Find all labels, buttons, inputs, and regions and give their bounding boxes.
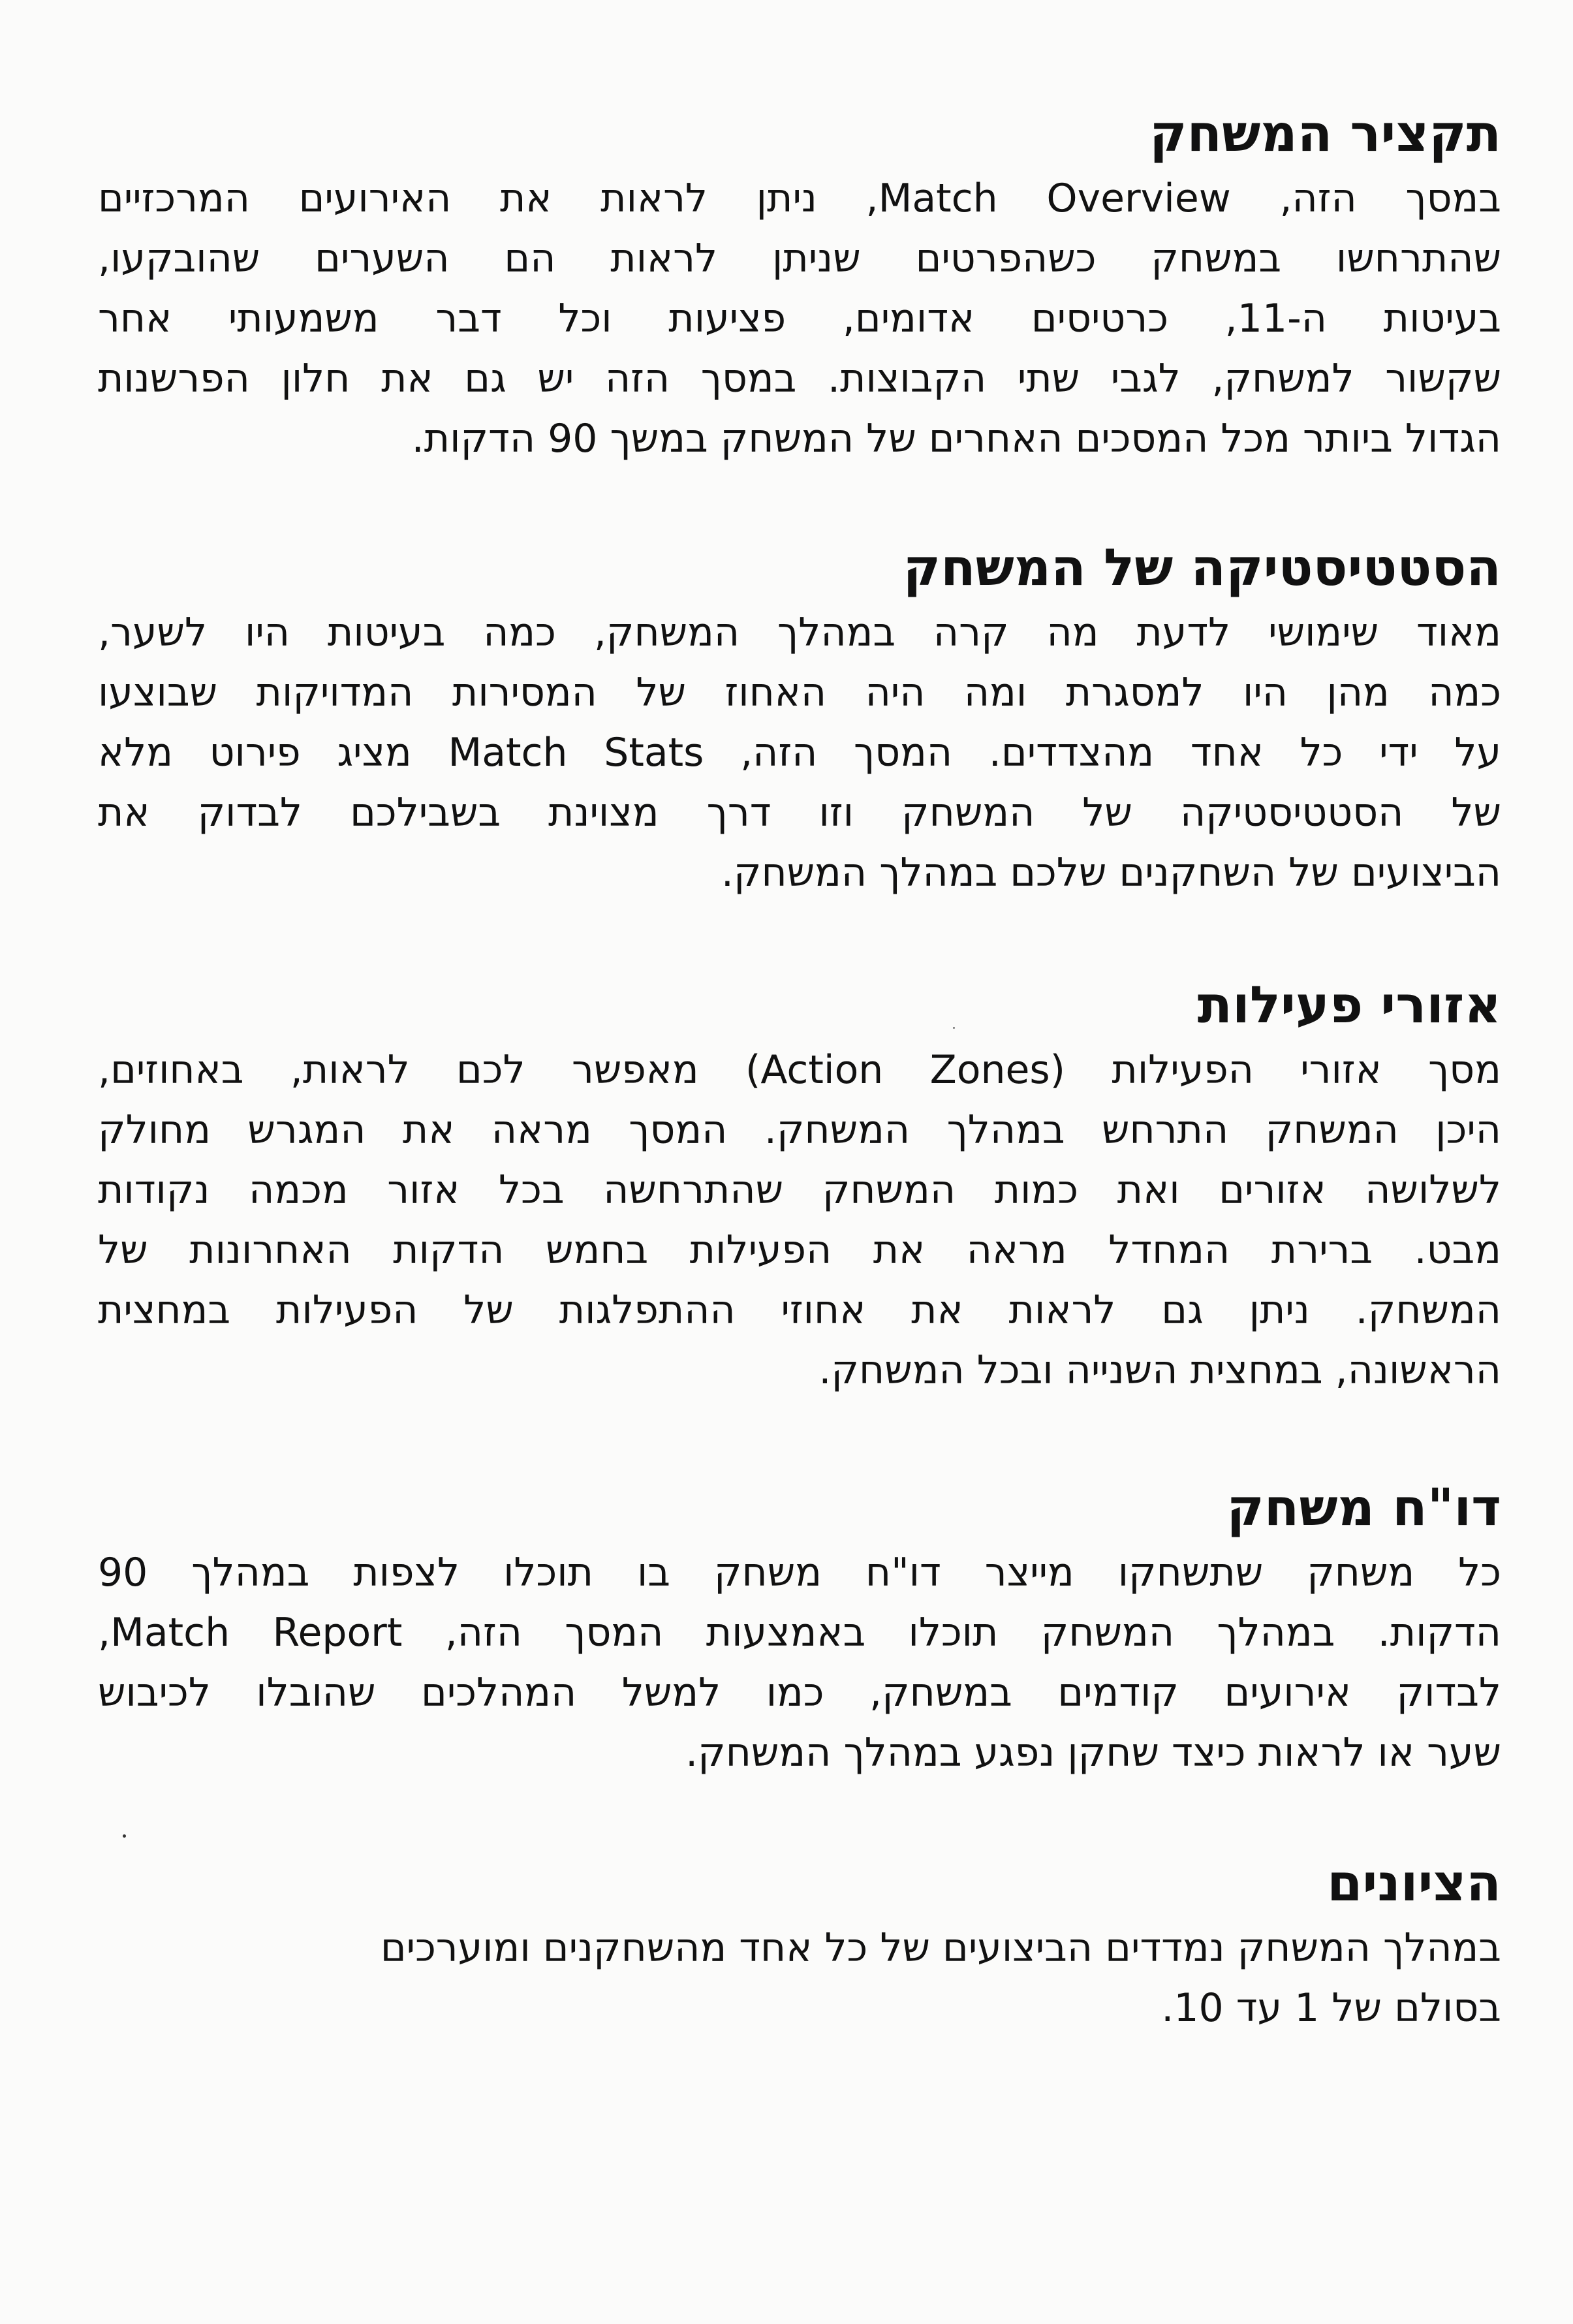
text-line: מאוד שימושי לדעת מה קרה במהלך המשחק, כמה בעיטות היו לשער, [98,610,1501,655]
section-heading: הציונים [1327,1854,1501,1913]
print-speck [953,1027,955,1029]
text-line: שקשור למשחק, לגבי שתי הקבוצות. במסך הזה יש גם את חלון הפרשנות [98,356,1501,401]
text-line: מבט. ברירת המחדל מראה את הפעילות בחמש הדקות האחרונות של [98,1227,1501,1273]
section-heading: תקציר המשחק [1149,104,1501,163]
text-line: בסולם של 1 עד 10. [1161,1985,1501,2031]
section-body [98,1918,1501,2038]
text-line: היכן המשחק התרחש במהלך המשחק. המסך מראה את המגרש מחולק [98,1107,1501,1153]
section-match-overview [98,104,1501,469]
section-body [98,1543,1501,1783]
section-body [98,168,1501,469]
text-line: הראשונה, במחצית השנייה ובכל המשחק. [818,1347,1501,1393]
text-line: במסך הזה, Match Overview, ניתן לראות את האירועים המרכזיים [98,176,1501,221]
text-line: בעיטות ה-11, כרטיסים אדומים, פציעות וכל דבר משמעותי אחר [98,296,1501,341]
text-line: במהלך המשחק נמדדים הביצועים של כל אחד מהשחקנים ומוערכים [380,1925,1501,1971]
text-line: לשלושה אזורים ואת כמות המשחק שהתרחשה בכל אזור מכמה נקודות [98,1167,1501,1213]
text-line: על ידי כל אחד מהצדדים. המסך הזה, Match Stats מציג פירוט מלא [98,730,1501,776]
section-heading: דו"ח משחק [1226,1479,1501,1537]
text-line: שער או לראות כיצד שחקן נפגע במהלך המשחק. [685,1730,1501,1776]
section-heading: הסטטיסטיקה של המשחק [903,539,1501,597]
section-action-zones [98,976,1501,1400]
text-line: הגדול ביותר מכל המסכים האחרים של המשחק במשך 90 הדקות. [411,416,1501,462]
section-match-stats [98,539,1501,903]
text-line: לבדוק אירועים קודמים במשחק, כמו למשל המהלכים שהובלו לכיבוש [98,1670,1501,1716]
text-line: כל משחק שתשחקו מייצר דו"ח משחק בו תוכלו לצפות במהלך 90 [98,1550,1501,1595]
text-line: כמה מהן היו למסגרת ומה היה האחוז של המסירות המדויקות שבוצעו [98,670,1501,715]
text-line: המשחק. ניתן גם לראות את אחוזי ההתפלגות של הפעילות במחצית [98,1287,1501,1333]
section-body [98,603,1501,903]
section-ratings [98,1854,1501,2038]
document-page [98,104,1501,2259]
text-line: של הסטטיסטיקה של המשחק וזו דרך מצוינת בשבילכם לבדוק את [98,790,1501,836]
section-body [98,1040,1501,1400]
text-line: הדקות. במהלך המשחק תוכלו באמצעות המסך הזה, Match Report, [98,1610,1501,1656]
section-match-report [98,1479,1501,1783]
text-line: הביצועים של השחקנים שלכם במהלך המשחק. [721,850,1501,896]
text-line: מסך אזורי הפעילות (Action Zones) מאפשר לכם לראות, באחוזים, [98,1047,1501,1093]
print-speck [123,1834,126,1838]
section-heading: אזורי פעילות [1197,976,1501,1035]
text-line: שהתרחשו במשחק כשהפרטים שניתן לראות הם השערים שהובקעו, [98,236,1501,281]
